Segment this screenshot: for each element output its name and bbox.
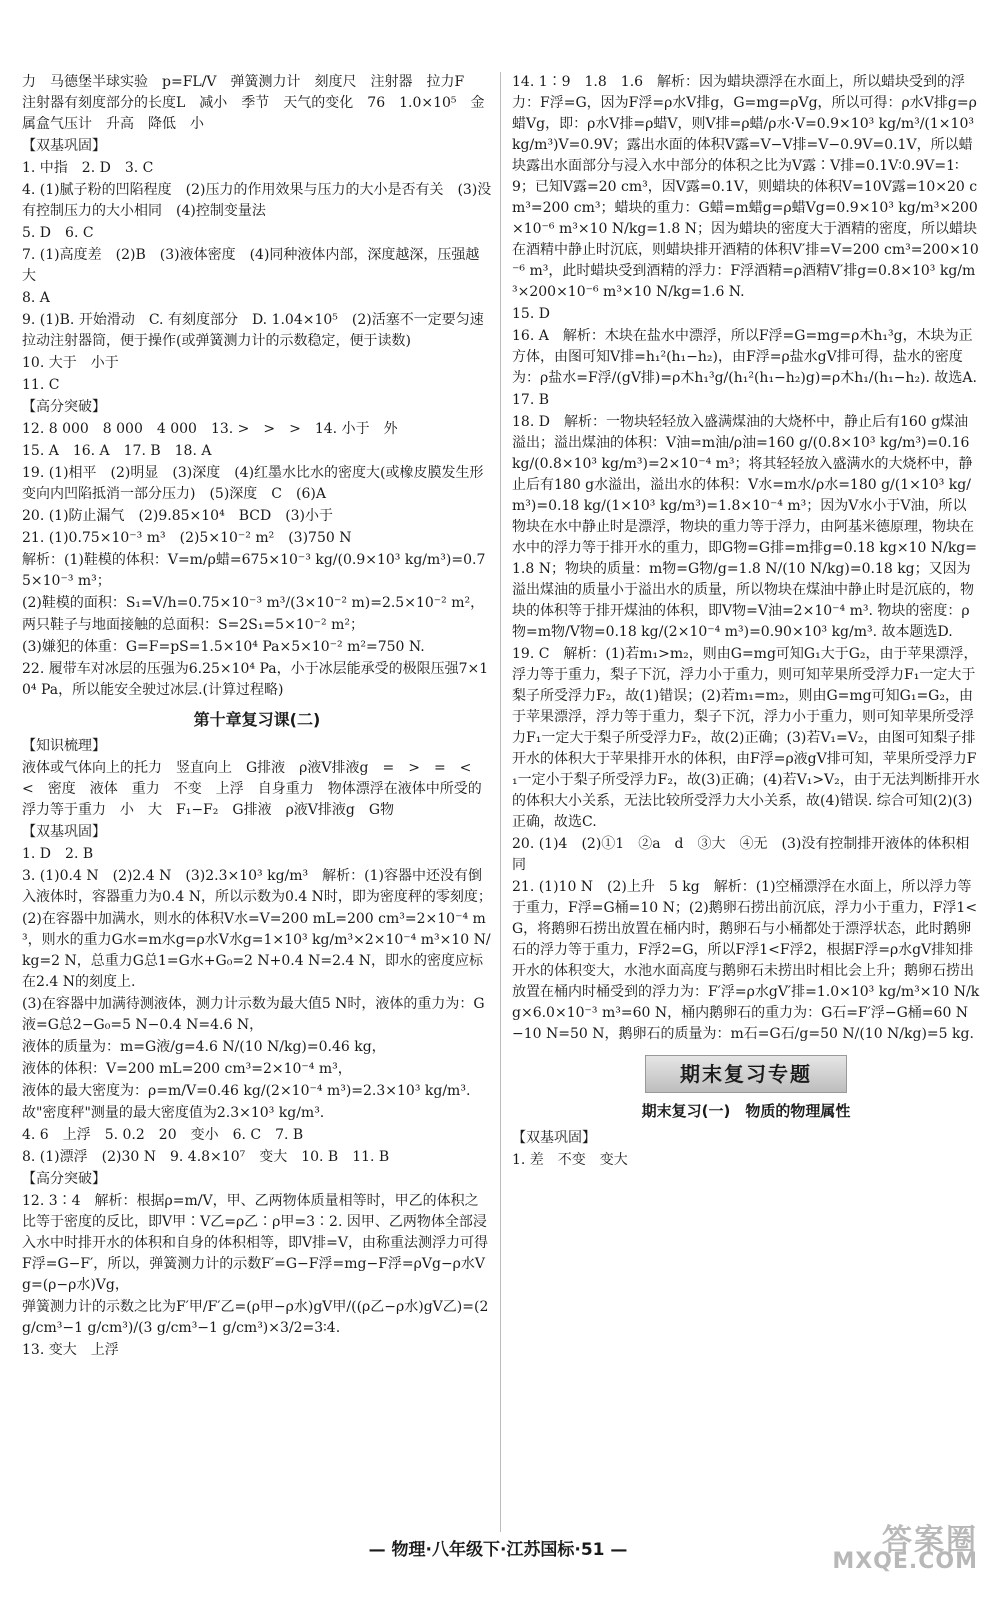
answer-line: 12. 3∶4 解析：根据ρ=m/V，甲、乙两物体质量相等时，甲乙的体积之比等于密度的反比，即V甲∶V乙=ρ乙∶ρ甲=3∶2. 因甲、乙两物体全部浸入水中时排开水的体积和自身的体积相等，即V排=V，由称重法测浮力可得F浮=G−F′，所以，弹簧测力计的示数F′=G−F浮=mg−F浮=ρVg−ρ水Vg=(ρ−ρ水)Vg， <box>22 1193 488 1293</box>
answer-line: 5. D 6. C <box>22 225 94 241</box>
answer-line: 1. 中指 2. D 3. C <box>22 160 154 176</box>
right-column <box>512 72 980 1172</box>
answer-line: 21. (1)0.75×10⁻³ m³ (2)5×10⁻² m² (3)750 N <box>22 530 352 546</box>
answer-line: 11. C <box>22 377 60 393</box>
chapter-title: 第十章复习课(二) <box>193 710 321 729</box>
answer-line: 解析：(1)鞋模的体积：V=m/ρ蜡=675×10⁻³ kg/(0.9×10³ kg/m³)=0.75×10⁻³ m³； <box>22 552 486 589</box>
answer-line: 8. A <box>22 290 50 306</box>
answer-line: 液体的最大密度为：ρ=m/V=0.46 kg/(2×10⁻⁴ m³)=2.3×10³ kg/m³. <box>22 1083 471 1099</box>
answer-line: 弹簧测力计的示数之比为F′甲/F′乙=(ρ甲−ρ水)gV甲/((ρ乙−ρ水)gV乙)=(2 g/cm³−1 g/cm³)/(3 g/cm³−1 g/cm³)×3/2=3∶4. <box>22 1299 489 1336</box>
answer-line: 20. (1)4 (2)①1 ②a d ③大 ④无 (3)没有控制排开液体的体积相同 <box>512 836 970 873</box>
answer-line: 1. 差 不变 变大 <box>512 1152 628 1168</box>
watermark-logo: 答案圈 <box>882 1523 978 1558</box>
answer-line: (3)在容器中加满待测液体，测力计示数为最大值5 N时，液体的重力为：G液=G总2−G₀=5 N−0.4 N=4.6 N， <box>22 996 485 1033</box>
answer-line: 13. 变大 上浮 <box>22 1342 119 1358</box>
answer-line: 液体或气体向上的托力 竖直向上 G排液 ρ液V排液g = > = < < 密度 液体 重力 不变 上浮 自身重力 物体漂浮在液体中所受的浮力等于重力 小 大 F₁−F₂ G排液 ρ液V排液g G物 <box>22 760 486 818</box>
watermark-url: MXQE.COM <box>832 1549 978 1574</box>
answer-line: 10. 大于 小于 <box>22 355 119 371</box>
answer-line: 15. A 16. A 17. B 18. A <box>22 443 212 459</box>
answer-line: 21. (1)10 N (2)上升 5 kg 解析：(1)空桶漂浮在水面上，所以浮力等于重力，F浮=G桶=10 N；(2)鹅卵石捞出前沉底，浮力小于重力，F浮1<G，将鹅卵石捞出放置在桶内时，鹅卵石与小桶都处于漂浮状态，此时鹅卵石的浮力等于重力，F浮2=G，所以F浮1<F浮2，根据F浮=ρ水gV排知排开水的体积变大，水池水面高度与鹅卵石未捞出时相比会上升；鹅卵石捞出放置在桶内时桶受到的浮力为：F′浮=ρ水gV′排=1.0×10³ kg/m³×10 N/kg×6.0×10⁻³ m³=60 N，桶内鹅卵石的重力为：G石=F′浮−G桶=60 N−10 N=50 N，鹅卵石的质量为：m石=G石/g=50 N/(10 N/kg)=5 kg. <box>512 879 980 1042</box>
special-topic-banner: 期末复习专题 <box>645 1055 847 1093</box>
section-heading: 【高分突破】 <box>22 1171 106 1187</box>
watermark <box>832 1523 978 1574</box>
answer-line: 两只鞋子与地面接触的总面积：S=2S₁=5×10⁻² m²； <box>22 617 364 633</box>
section-heading: 【双基巩固】 <box>22 824 106 840</box>
left-column <box>22 72 492 1362</box>
answer-line: 液体的体积：V=200 mL=200 cm³=2×10⁻⁴ m³， <box>22 1061 352 1077</box>
answer-line: 14. 1∶9 1.8 1.6 解析：因为蜡块漂浮在水面上，所以蜡块受到的浮力：F浮=G，因为F浮=ρ水V排g，G=mg=ρVg，所以可得：ρ水V排g=ρ蜡Vg，即：ρ水V排=ρ蜡V，则V排=ρ蜡/ρ水·V=0.9×10³ kg/m³/(1×10³ kg/m³)V=0.9V；露出水面的体积V露=V−V排=V−0.9V=0.1V，所以蜡块露出水面部分与浸入水中部分的体积之比为V露∶V排=0.1V∶0.9V=1∶9；已知V露=20 cm³，因V露=0.1V，则蜡块的体积V=10V露=10×20 cm³=200 cm³；蜡块的重力：G蜡=m蜡g=ρ蜡Vg=0.9×10³ kg/m³×200×10⁻⁶ m³×10 N/kg=1.8 N；因为蜡块的密度大于酒精的密度，所以蜡块在酒精中静止时沉底，则蜡块排开酒精的体积V′排=V=200 cm³=200×10⁻⁶ m³，此时蜡块受到酒精的浮力：F浮酒精=ρ酒精V′排g=0.8×10³ kg/m³×200×10⁻⁶ m³×10 N/kg=1.6 N. <box>512 74 979 300</box>
answer-line: 3. (1)0.4 N (2)2.4 N (3)2.3×10³ kg/m³ 解析：(1)容器中还没有倒入液体时，容器重力为0.4 N，所以示数为0.4 N时，即为密度秤的零刻度； <box>22 868 492 905</box>
answer-line: 力 马德堡半球实验 p=FL/V 弹簧测力计 刻度尺 注射器 拉力F 注射器有刻度部分的长度L 减小 季节 天气的变化 76 1.0×10⁵ 金属盒气压计 升高 降低 小 <box>22 74 485 132</box>
answer-line: 17. B <box>512 392 550 408</box>
answer-line: (3)嫌犯的体重：G=F=pS=1.5×10⁴ Pa×5×10⁻² m²=750 N. <box>22 639 425 655</box>
lesson-title: 期末复习(一) 物质的物理属性 <box>641 1102 851 1120</box>
answer-line: 7. (1)高度差 (2)B (3)液体密度 (4)同种液体内部，深度越深，压强越大 <box>22 247 480 284</box>
answer-line: (2)在容器中加满水，则水的体积V水=V=200 mL=200 cm³=2×10⁻⁴ m³，则水的重力G水=m水g=ρ水V水g=1×10³ kg/m³×2×10⁻⁴ m³×10 N/kg=2 N，总重力G总1=G水+G₀=2 N+0.4 N=2.4 N，即水的密度应标在2.4 N的刻度上. <box>22 911 491 990</box>
section-heading: 【双基巩固】 <box>22 138 106 154</box>
answer-line: 18. D 解析：一物块轻轻放入盛满煤油的大烧杯中，静止后有160 g煤油溢出；溢出煤油的体积：V油=m油/ρ油=160 g/(0.8×10³ kg/m³)=0.16 kg/(0.8×10³ kg/m³)=2×10⁻⁴ m³；将其轻轻放入盛满水的大烧杯中，静止后有180 g水溢出，溢出水的体积：V水=m水/ρ水=180 g/(1×10³ kg/m³)=0.18 kg/(1×10³ kg/m³)=1.8×10⁻⁴ m³；因为V水小于V油，所以物块在水中静止时是漂浮，物块的重力等于浮力，由阿基米德原理，物块在水中的浮力等于排开水的重力，即G物=G排=m排g=0.18 kg×10 N/kg=1.8 N；物块的质量：m物=G物/g=1.8 N/(10 N/kg)=0.18 kg；又因为溢出煤油的质量小于溢出水的质量，所以物块在煤油中静止时是沉底的，物块的体积等于排开煤油的体积，即V物=V油=2×10⁻⁴ m³. 物块的密度：ρ物=m物/V物=0.18 kg/(2×10⁻⁴ m³)=0.90×10³ kg/m³. 故本题选D. <box>512 414 977 640</box>
answer-line: 故"密度秤"测量的最大密度值为2.3×10³ kg/m³. <box>22 1105 325 1121</box>
answer-line: 1. D 2. B <box>22 846 94 862</box>
section-heading: 【高分突破】 <box>22 399 106 415</box>
answer-line: 8. (1)漂浮 (2)30 N 9. 4.8×10⁷ 变大 10. B 11. B <box>22 1149 390 1165</box>
answer-line: 12. 8 000 8 000 4 000 13. > > > 14. 小于 外 <box>22 421 398 437</box>
section-heading: 【双基巩固】 <box>512 1130 596 1146</box>
answer-line: (2)鞋模的面积：S₁=V/h=0.75×10⁻³ m³/(3×10⁻² m)=2.5×10⁻² m²， <box>22 595 485 611</box>
answer-line: 20. (1)防止漏气 (2)9.85×10⁴ BCD (3)小于 <box>22 508 334 524</box>
answer-line: 19. (1)相平 (2)明显 (3)深度 (4)红墨水比水的密度大(或橡皮膜发生形变向内凹陷抵消一部分压力) (5)深度 C (6)A <box>22 465 484 502</box>
answer-line: 4. 6 上浮 5. 0.2 20 变小 6. C 7. B <box>22 1127 304 1143</box>
answer-line: 4. (1)腻子粉的凹陷程度 (2)压力的作用效果与压力的大小是否有关 (3)没有控制压力的大小相同 (4)控制变量法 <box>22 182 492 219</box>
column-divider <box>500 72 501 1532</box>
answer-line: 22. 履带车对冰层的压强为6.25×10⁴ Pa，小于冰层能承受的极限压强7×10⁴ Pa，所以能安全驶过冰层.(计算过程略) <box>22 661 489 698</box>
page-footer: — 物理·八年级下·江苏国标·51 — <box>368 1540 628 1560</box>
answer-line: 9. (1)B. 开始滑动 C. 有刻度部分 D. 1.04×10⁵ (2)活塞不一定要匀速拉动注射器筒，便于操作(或弹簧测力计的示数稳定，便于读数) <box>22 312 484 349</box>
answer-line: 液体的质量为：m=G液/g=4.6 N/(10 N/kg)=0.46 kg， <box>22 1039 386 1055</box>
answer-line: 15. D <box>512 306 550 322</box>
section-heading: 【知识梳理】 <box>22 738 106 754</box>
answer-line: 16. A 解析：木块在盐水中漂浮，所以F浮=G=mg=ρ木h₁³g，木块为正方体，由图可知V排=h₁²(h₁−h₂)，由F浮=ρ盐水gV排可得，盐水的密度为：ρ盐水=F浮/(gV排)=ρ木h₁³g/(h₁²(h₁−h₂)g)=ρ木h₁/(h₁−h₂). 故选A. <box>512 328 977 386</box>
answer-line: 19. C 解析：(1)若m₁>m₂，则由G=mg可知G₁大于G₂，由于苹果漂浮，浮力等于重力，梨子下沉，浮力小于重力，则可知苹果所受浮力F₁一定大于梨子所受浮力F₂，故(1)错误；(2)若m₁=m₂，则由G=mg可知G₁=G₂，由于苹果漂浮，浮力等于重力，梨子下沉，浮力小于重力，则可知苹果所受浮力F₁一定大于梨子所受浮力F₂，故(2)正确；(3)若V₁=V₂，由图可知梨子排开水的体积大于苹果排开水的体积，由F浮=ρ液gV排可知，苹果所受浮力F₁一定小于梨子所受浮力F₂，故(3)正确；(4)若V₁>V₂，由于无法判断排开水的体积大小关系，无法比较所受浮力大小关系，故(4)错误. 综合可知(2)(3)正确，故选C. <box>512 646 980 830</box>
